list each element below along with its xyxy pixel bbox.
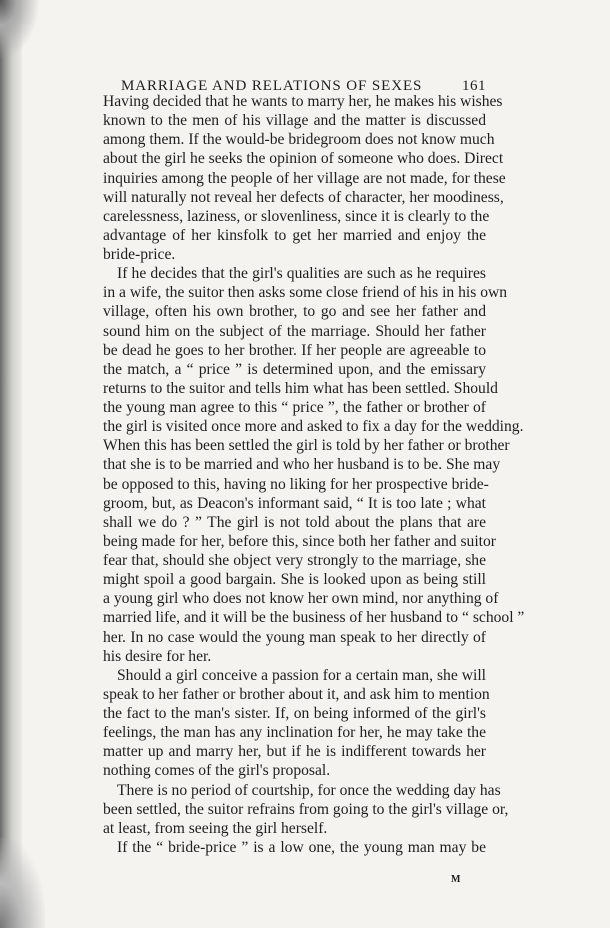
text-line: If he decides that the girl's qualities are such as he requires [117,265,486,283]
text-line: shall we do ? ” The girl is not told about the plans that are [103,513,486,531]
text-line: village, often his own brother, to go and see her father and [103,303,486,321]
text-line: Having decided that he wants to marry her, he makes his wishes [103,93,503,110]
paragraph [103,666,490,781]
text-line: his desire for her. [103,647,212,665]
signature-mark: M [451,874,461,885]
text-line: be dead he goes to her brother. If her people are agreeable to [103,341,486,359]
text-line: the match, a “ price ” is determined upon, and the emissary [103,360,486,378]
text-line: nothing comes of the girl's proposal. [103,762,331,780]
text-line: returns to the suitor and tells him what has been settled. Should [103,379,498,397]
text-line: the girl is visited once more and asked to fix a day for the wedding. [103,418,524,436]
text-line: the young man agree to this “ price ”, the father or brother of [103,399,486,416]
text-line: in a wife, the suitor then asks some close friend of his in his own [103,284,508,302]
text-line: been settled, the suitor refrains from going to the girl's village or, [103,800,509,818]
text-line: being made for her, before this, since both her father and suitor [103,532,496,550]
text-line: matter up and marry her, but if he is indifferent towards her [103,743,486,761]
text-line: be opposed to this, having no liking for her prospective bride- [103,475,489,493]
text-line: might spoil a good bargain. She is looked upon as being still [103,571,486,589]
text-line: a young girl who does not know her own mind, nor anything of [103,590,499,608]
paragraph [103,264,525,666]
text-line: the fact to the man's sister. If, on being informed of the girl's [103,705,486,722]
text-line: bride-price. [103,246,176,263]
text-line: advantage of her kinsfolk to get her married and enjoy the [103,226,486,244]
page-number: 161 [462,78,486,94]
text-line: about the girl he seeks the opinion of someone who does. Direct [103,150,504,168]
book-binding-edge [0,0,22,928]
text-line: married life, and it will be the business of her husband to “ school ” [103,609,525,627]
running-title: MARRIAGE AND RELATIONS OF SEXES [121,78,423,94]
text-line: groom, but, as Deacon's informant said, “ It is too late ; what [103,494,486,512]
body-text [103,92,525,857]
text-line: known to the men of his village and the matter is discussed [103,112,486,130]
text-line: sound him on the subject of the marriage. Should her father [103,322,486,340]
paragraph [103,781,509,838]
text-line: at least, from seeing the girl herself. [103,819,328,837]
text-line: among them. If the would-be bridegroom does not know much [103,131,495,149]
text-line: There is no period of courtship, for once the wedding day has [117,781,501,799]
text-line: speak to her father or brother about it, and ask him to mention [103,685,490,703]
text-line: feelings, the man has any inclination for her, he may take the [103,724,486,742]
text-line: that she is to be married and who her husband is to be. She may [103,456,501,474]
text-line: her. In no case would the young man speak to her directly of [103,628,486,646]
text-line: fear that, should she object very strongly to the marriage, she [103,552,486,569]
text-line: inquiries among the people of her village are not made, for these [103,169,506,187]
paragraph [103,838,486,857]
scan-shadow-bottom [0,838,45,928]
text-line: carelessness, laziness, or slovenliness, since it is clearly to the [103,207,490,225]
paragraph [103,92,506,264]
text-line: Should a girl conceive a passion for a certain man, she will [117,666,486,684]
text-line: When this has been settled the girl is told by her father or brother [103,437,510,455]
scan-shadow-top [0,0,40,60]
text-line: will naturally not reveal her defects of character, her moodiness, [103,188,504,206]
text-line: If the “ bride-price ” is a low one, the young man may be [117,838,486,856]
